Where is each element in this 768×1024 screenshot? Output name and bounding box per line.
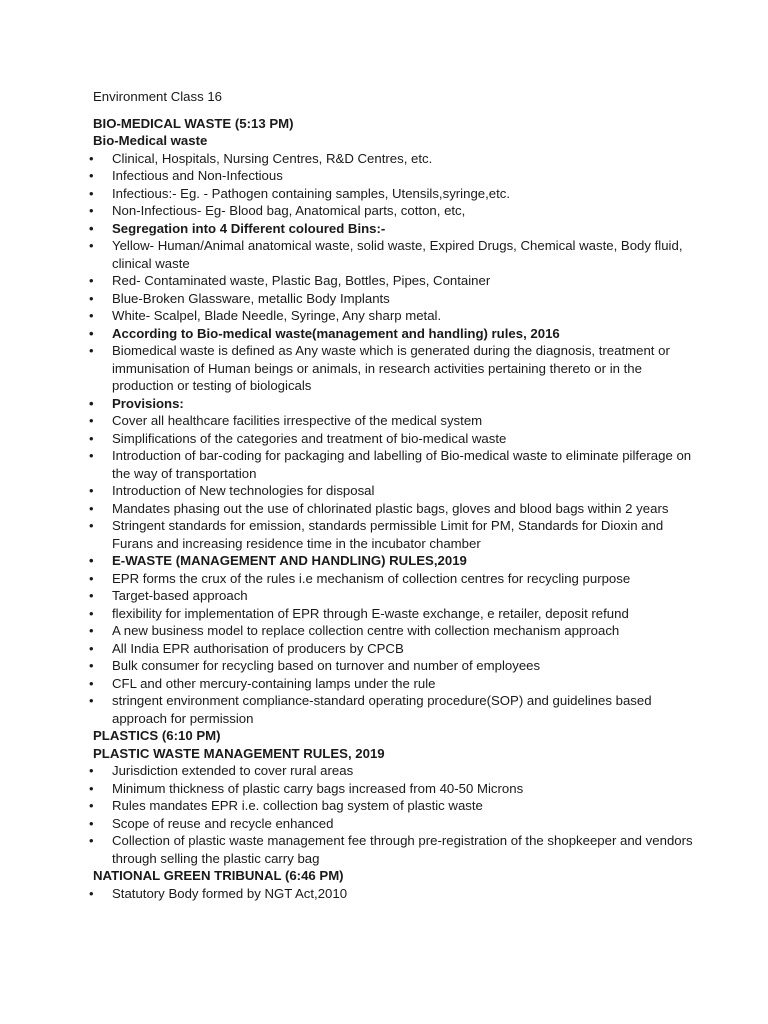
list-item: • Minimum thickness of plastic carry bags increased from 40-50 Microns (93, 780, 693, 798)
list-item: • According to Bio-medical waste(management and handling) rules, 2016 (93, 325, 693, 343)
section-subheading: PLASTIC WASTE MANAGEMENT RULES, 2019 (93, 745, 385, 761)
list-item: • Bulk consumer for recycling based on turnover and number of employees (93, 657, 693, 675)
list-item: • Target-based approach (93, 587, 693, 605)
list-item: • Segregation into 4 Different coloured Bins:- (93, 220, 693, 238)
bullet-list (93, 885, 693, 903)
list-item: • Statutory Body formed by NGT Act,2010 (93, 885, 693, 903)
list-item: • Collection of plastic waste management fee through pre-registration of the shopkeeper and vendors through selling the plastic carry bag (93, 832, 693, 867)
list-item: • Biomedical waste is defined as Any waste which is generated during the diagnosis, treatment or immunisation of Human beings or animals, in research activities pertaining thereto or in the production or testing of biologicals (93, 342, 693, 395)
section-subheading: Bio-Medical waste (93, 133, 208, 148)
list-item: • stringent environment compliance-standard operating procedure(SOP) and guidelines based approach for permission (93, 692, 693, 727)
section-plastics (93, 727, 693, 867)
document-content (93, 88, 693, 902)
list-item: • Provisions: (93, 395, 693, 413)
list-item: • Scope of reuse and recycle enhanced (93, 815, 693, 833)
list-item: • Red- Contaminated waste, Plastic Bag, Bottles, Pipes, Container (93, 272, 693, 290)
document-title: Environment Class 16 (93, 89, 223, 104)
list-item: • CFL and other mercury-containing lamps under the rule (93, 675, 693, 693)
list-item: • Blue-Broken Glassware, metallic Body Implants (93, 290, 693, 308)
section-heading: NATIONAL GREEN TRIBUNAL (6:46 PM) (93, 868, 344, 883)
list-item: • Infectious:- Eg. - Pathogen containing samples, Utensils,syringe,etc. (93, 185, 693, 203)
bullet-list (93, 762, 693, 867)
list-item: • Mandates phasing out the use of chlorinated plastic bags, gloves and blood bags within 2 years (93, 500, 693, 518)
list-item: • Stringent standards for emission, standards permissible Limit for PM, Standards for Dioxin and Furans and increasing residence time in the incubator chamber (93, 517, 693, 552)
list-item: • Introduction of bar-coding for packaging and labelling of Bio-medical waste to eliminate pilferage on the way of transportation (93, 447, 693, 482)
list-item: • Simplifications of the categories and treatment of bio-medical waste (93, 430, 693, 448)
list-item: • All India EPR authorisation of producers by CPCB (93, 640, 693, 658)
list-item: • Clinical, Hospitals, Nursing Centres, R&D Centres, etc. (93, 150, 693, 168)
list-item: • Infectious and Non-Infectious (93, 167, 693, 185)
list-item: • flexibility for implementation of EPR through E-waste exchange, e retailer, deposit refund (93, 605, 693, 623)
list-item: • Non-Infectious- Eg- Blood bag, Anatomical parts, cotton, etc, (93, 202, 693, 220)
bullet-list (93, 150, 693, 728)
list-item: • White- Scalpel, Blade Needle, Syringe, Any sharp metal. (93, 307, 693, 325)
section-national-green-tribunal (93, 867, 693, 902)
list-item: • A new business model to replace collection centre with collection mechanism approach (93, 622, 693, 640)
list-item: • E-WASTE (MANAGEMENT AND HANDLING) RULES,2019 (93, 552, 693, 570)
section-heading: PLASTICS (6:10 PM) (93, 728, 221, 743)
list-item: • Yellow- Human/Animal anatomical waste, solid waste, Expired Drugs, Chemical waste, Body fluid, clinical waste (93, 237, 693, 272)
section-heading: BIO-MEDICAL WASTE (5:13 PM) (93, 115, 294, 131)
list-item: • Rules mandates EPR i.e. collection bag system of plastic waste (93, 797, 693, 815)
list-item: • Cover all healthcare facilities irrespective of the medical system (93, 412, 693, 430)
section-bio-medical-waste (93, 115, 693, 728)
list-item: • EPR forms the crux of the rules i.e mechanism of collection centres for recycling purpose (93, 570, 693, 588)
list-item: • Introduction of New technologies for disposal (93, 482, 693, 500)
list-item: • Jurisdiction extended to cover rural areas (93, 762, 693, 780)
